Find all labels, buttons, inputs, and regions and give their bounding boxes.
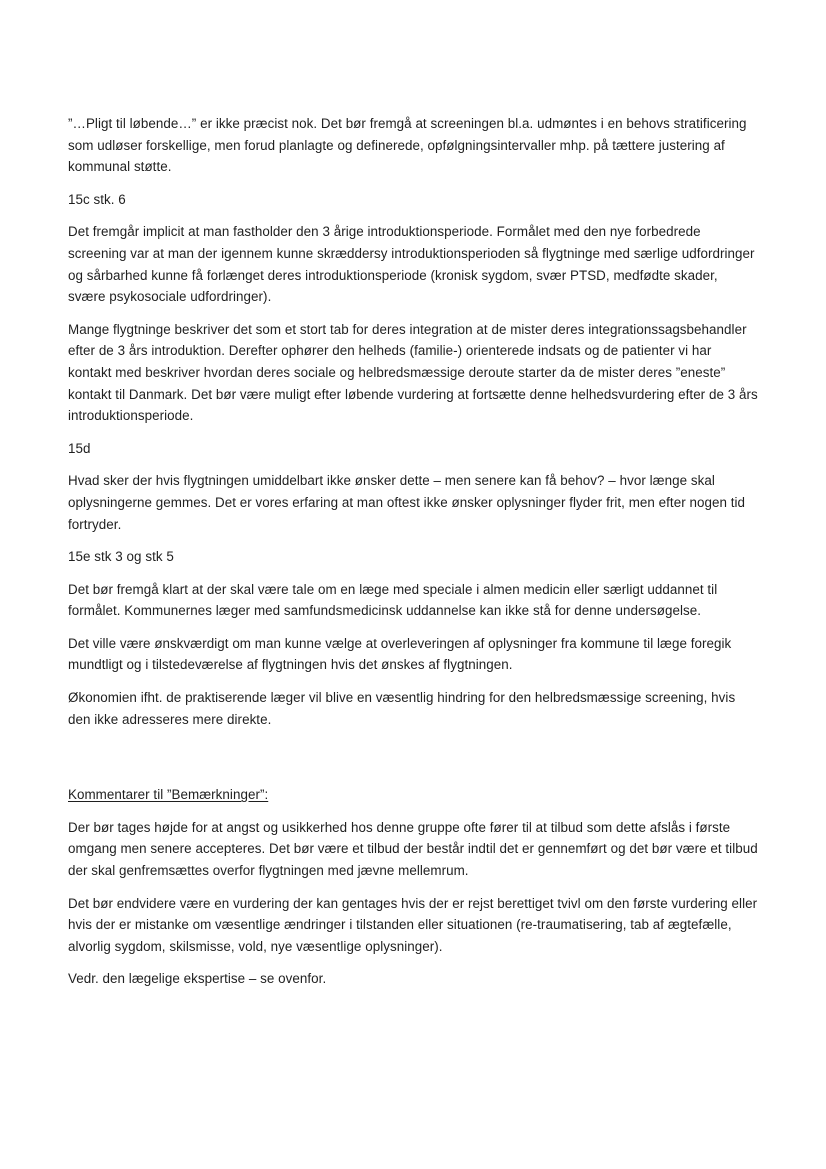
paragraph-laegelig-ekspertise: Vedr. den lægelige ekspertise – se ovenfor. bbox=[68, 971, 327, 987]
paragraph-pligt-til-loebende: ”…Pligt til løbende…” er ikke præcist nok. Det bør fremgå at screeningen bl.a. udmøntes i en behovs stratificering som udløser forskellige, men forud planlagte og definerede, opfølgningsintervaller mhp. på tættere justering af kommunal støtte. bbox=[68, 116, 747, 175]
section-label-15e: 15e stk 3 og stk 5 bbox=[68, 549, 174, 565]
paragraph-integrationssagsbehandler: Mange flygtninge beskriver det som et stort tab for deres integration at de mister deres integrationssagsbehandler efter de 3 års introduktion. Derefter ophører den helheds (familie-) orienterede indsats og de patienter vi har kontakt med beskriver hvordan deres sociale og helbredsmæssige deroute starter da de mister deres ”eneste” kontakt til Danmark. Det bør være muligt efter løbende vurdering at fortsætte denne helhedsvurdering efter de 3 års introduktionsperiode. bbox=[68, 321, 758, 424]
paragraph-laege-speciale: Det bør fremgå klart at der skal være tale om en læge med speciale i almen medicin eller særligt uddannet til formålet. Kommunernes læger med samfundsmedicinsk uddannelse kan ikke stå for denne undersøgelse. bbox=[68, 581, 718, 619]
document-body bbox=[68, 113, 758, 1001]
section-heading-kommentarer: Kommentarer til ”Bemærkninger”: bbox=[68, 787, 269, 803]
paragraph-angst-usikkerhed: Der bør tages højde for at angst og usikkerhed hos denne gruppe ofte fører til at tilbud som dette afslås i første omgang men senere accepteres. Det bør være et tilbud der består indtil det er gennemført og det bør være et tilbud der skal genfremsættes overfor flygtningen med jævne mellemrum. bbox=[68, 819, 758, 879]
paragraph-gentaget-vurdering: Det bør endvidere være en vurdering der kan gentages hvis der er rejst berettiget tvivl om den første vurdering eller hvis der er mistanke om væsentlige ændringer i tilstanden eller situationen (re-traumatisering, tab af ægtefælle, alvorlig sygdom, skilsmisse, vold, nye væsentlige oplysninger). bbox=[68, 895, 758, 954]
section-label-15d: 15d bbox=[68, 440, 91, 456]
paragraph-oplysninger-gemmes: Hvad sker der hvis flygtningen umiddelbart ikke ønsker dette – men senere kan få behov? – hvor længe skal oplysningerne gemmes. Det er vores erfaring at man oftest ikke ønsker oplysninger flyder frit, men efter nogen tid fortryder. bbox=[68, 473, 746, 532]
section-label-15c-stk-6: 15c stk. 6 bbox=[68, 191, 126, 207]
paragraph-introduktionsperiode: Det fremgår implicit at man fastholder den 3 årige introduktionsperiode. Formålet med den nye forbedrede screening var at man der igennem kunne skræddersy introduktionsperioden så flygtninge med særlige udfordringer og sårbarhed kunne få forlænget deres introduktionsperiode (kronisk sygdom, svær PTSD, medfødte skader, svære psykosociale udfordringer). bbox=[68, 224, 755, 305]
paragraph-oekonomi: Økonomien ifht. de praktiserende læger vil blive en væsentlig hindring for den helbredsmæssige screening, hvis den ikke adresseres mere direkte. bbox=[68, 690, 736, 727]
paragraph-mundtlig-overlevering: Det ville være ønskværdigt om man kunne vælge at overleveringen af oplysninger fra kommune til læge foregik mundtligt og i tilstedeværelse af flygtningen hvis det ønskes af flygtningen. bbox=[68, 635, 732, 673]
